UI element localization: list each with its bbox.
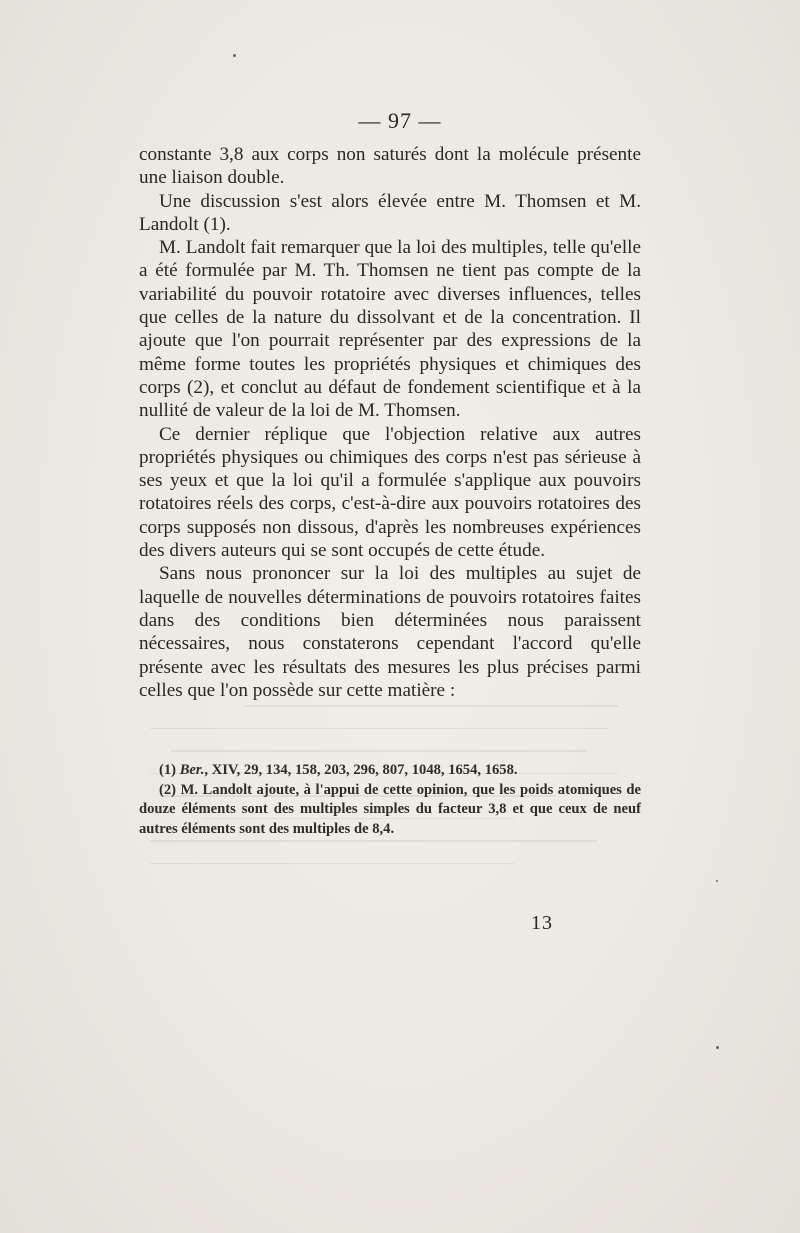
footnote-references: , XIV, 29, 134, 158, 203, 296, 807, 1048, 1654, 1658.: [204, 762, 518, 778]
footnote-2: (2) M. Landolt ajoute, à l'appui de cette opinion, que les poids atomiques de douze éléments sont des multiples simples du facteur 3,8 et que ceux de neuf autres éléments sont des multiples de 8,4.: [139, 781, 641, 837]
paper-speck: [233, 54, 236, 57]
paragraph: Une discussion s'est alors élevée entre M. Thomsen et M. Landolt (1).: [139, 190, 641, 235]
main-text: [139, 143, 641, 702]
page-number: — 97 —: [358, 108, 442, 133]
paper-speck: [716, 880, 718, 882]
paragraph: Ce dernier réplique que l'objection relative aux autres propriétés physiques ou chimiques des corps n'est pas sérieuse à ses yeux et que la loi qu'il a formulée s'applique aux pouvoirs rotatoires réels des corps, c'est-à-dire aux pouvoirs rotatoires des corps supposés non dissous, d'après les nombreuses expériences des divers auteurs qui se sont occupés de cette étude.: [139, 423, 641, 562]
paper-speck: [716, 1046, 719, 1049]
footnote-source: Ber.: [179, 762, 205, 778]
signature-mark: 13: [531, 912, 553, 934]
footnote-1: [139, 761, 641, 781]
paragraph: Sans nous prononcer sur la loi des multiples au sujet de laquelle de nouvelles déterminations de pouvoirs rotatoires faites dans des conditions bien déterminées nous paraissent nécessaires, nous constaterons cependant l'accord qu'elle présente avec les résultats des mesures les plus précises parmi celles que l'on possède sur cette matière :: [139, 563, 641, 701]
paragraph: M. Landolt fait remarquer que la loi des multiples, telle qu'elle a été formulée par M. Th. Thomsen ne tient pas compte de la variabilité du pouvoir rotatoire avec diverses influences, telles que celles de la nature du dissolvant et de la concentration. Il ajoute que l'on pourrait représenter par des expressions de la même forme toutes les propriétés physiques et chimiques des corps (2), et conclut au défaut de fondement scientifique et à la nullité de valeur de la loi de M. Thomsen.: [139, 237, 641, 422]
footnote-marker: (1): [159, 762, 177, 778]
footnotes: [139, 761, 641, 839]
paragraph: constante 3,8 aux corps non saturés dont la molécule présente une liaison double.: [139, 144, 641, 189]
